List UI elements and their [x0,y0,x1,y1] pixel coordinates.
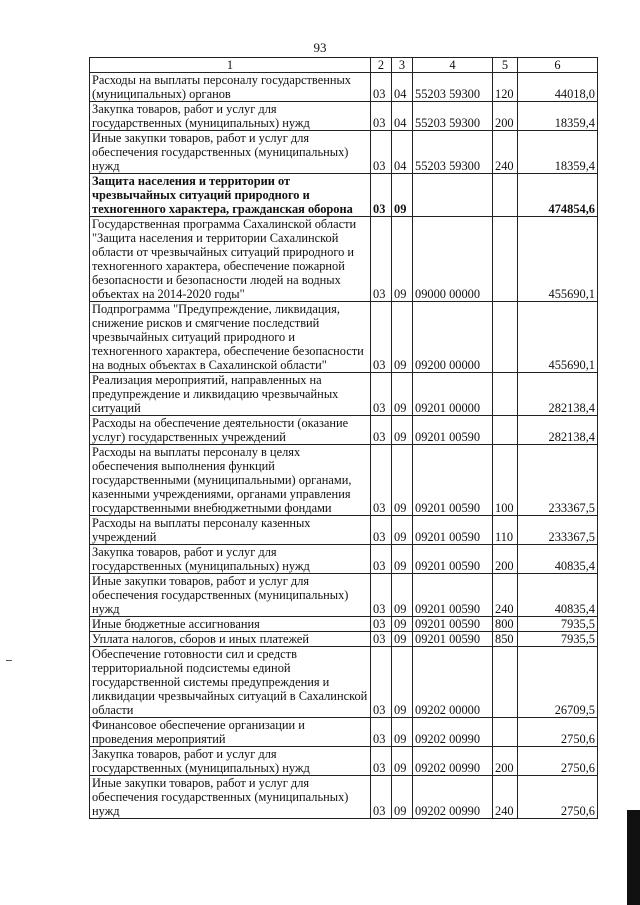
row-expense-type [493,718,518,747]
row-section: 03 [371,776,392,819]
row-expense-type: 850 [493,632,518,647]
header-row [90,58,598,73]
row-amount: 44018,0 [518,73,598,102]
table-row [90,647,598,718]
row-section: 03 [371,632,392,647]
row-expense-type: 240 [493,131,518,174]
row-expense-type: 100 [493,445,518,516]
row-expense-type: 240 [493,574,518,617]
row-name: Подпрограмма "Предупреждение, ликвидация, снижение рисков и смягчение последствий чрезвычайных ситуаций природного и техногенного характера, обеспечение безопасности на водных объектах в Сахалинской области" [90,302,371,373]
table-row [90,217,598,302]
row-subsection: 09 [392,174,413,217]
table-row [90,445,598,516]
table-row [90,747,598,776]
row-subsection: 09 [392,632,413,647]
row-subsection: 09 [392,445,413,516]
row-amount: 7935,5 [518,617,598,632]
row-expense-type: 240 [493,776,518,819]
row-name: Защита населения и территории от чрезвычайных ситуаций природного и техногенного характера, гражданская оборона [90,174,371,217]
row-subsection: 04 [392,73,413,102]
row-amount: 282138,4 [518,373,598,416]
row-subsection: 09 [392,302,413,373]
budget-table [89,57,598,819]
header-col-6: 6 [518,58,598,73]
table-row [90,574,598,617]
row-target-code: 09201 00590 [413,574,493,617]
table-row [90,632,598,647]
row-expense-type [493,373,518,416]
row-target-code: 55203 59300 [413,131,493,174]
table-row [90,102,598,131]
row-amount: 2750,6 [518,747,598,776]
row-target-code: 09000 00000 [413,217,493,302]
table-row [90,516,598,545]
table-row [90,617,598,632]
row-name: Иные закупки товаров, работ и услуг для обеспечения государственных (муниципальных) нужд [90,574,371,617]
row-name: Обеспечение готовности сил и средств территориальной подсистемы единой государственной системы предупреждения и ликвидации чрезвычайных ситуаций в Сахалинской области [90,647,371,718]
row-name: Расходы на выплаты персоналу казенных учреждений [90,516,371,545]
row-expense-type: 120 [493,73,518,102]
row-section: 03 [371,445,392,516]
header-col-2: 2 [371,58,392,73]
row-target-code [413,174,493,217]
row-subsection: 09 [392,647,413,718]
row-subsection: 04 [392,102,413,131]
row-target-code: 09202 00990 [413,776,493,819]
row-section: 03 [371,373,392,416]
row-target-code: 09201 00590 [413,545,493,574]
table-row [90,302,598,373]
row-section: 03 [371,302,392,373]
row-subsection: 09 [392,373,413,416]
row-name: Финансовое обеспечение организации и проведения мероприятий [90,718,371,747]
table-row [90,174,598,217]
row-amount: 40835,4 [518,574,598,617]
row-subsection: 09 [392,516,413,545]
table-row [90,776,598,819]
row-subsection: 09 [392,217,413,302]
row-name: Расходы на обеспечение деятельности (оказание услуг) государственных учреждений [90,416,371,445]
row-expense-type: 800 [493,617,518,632]
row-name: Иные закупки товаров, работ и услуг для обеспечения государственных (муниципальных) нужд [90,131,371,174]
row-section: 03 [371,574,392,617]
page-number: 93 [313,40,327,55]
row-section: 03 [371,217,392,302]
row-section: 03 [371,647,392,718]
row-target-code: 09202 00990 [413,718,493,747]
row-target-code: 55203 59300 [413,73,493,102]
row-name: Иные закупки товаров, работ и услуг для обеспечения государственных (муниципальных) нужд [90,776,371,819]
row-target-code: 09201 00590 [413,445,493,516]
row-target-code: 09201 00590 [413,516,493,545]
row-name: Закупка товаров, работ и услуг для государственных (муниципальных) нужд [90,747,371,776]
table-row [90,73,598,102]
row-subsection: 09 [392,718,413,747]
table-row [90,545,598,574]
row-amount: 455690,1 [518,217,598,302]
row-amount: 455690,1 [518,302,598,373]
table-body [90,73,598,819]
row-amount: 282138,4 [518,416,598,445]
row-expense-type: 200 [493,747,518,776]
row-amount: 40835,4 [518,545,598,574]
header-col-4: 4 [413,58,493,73]
page-edge-mark [627,810,640,905]
row-expense-type [493,302,518,373]
row-subsection: 09 [392,747,413,776]
table-row [90,416,598,445]
row-name: Реализация мероприятий, направленных на предупреждение и ликвидацию чрезвычайных ситуаций [90,373,371,416]
row-expense-type [493,174,518,217]
row-section: 03 [371,747,392,776]
row-target-code: 09201 00000 [413,373,493,416]
row-expense-type: 110 [493,516,518,545]
row-section: 03 [371,718,392,747]
row-target-code: 09201 00590 [413,632,493,647]
row-amount: 233367,5 [518,516,598,545]
row-subsection: 09 [392,776,413,819]
row-section: 03 [371,174,392,217]
row-name: Закупка товаров, работ и услуг для государственных (муниципальных) нужд [90,545,371,574]
row-amount: 18359,4 [518,131,598,174]
row-name: Расходы на выплаты персоналу государственных (муниципальных) органов [90,73,371,102]
row-amount: 474854,6 [518,174,598,217]
row-name: Иные бюджетные ассигнования [90,617,371,632]
row-target-code: 09201 00590 [413,617,493,632]
row-target-code: 09201 00590 [413,416,493,445]
row-target-code: 55203 59300 [413,102,493,131]
table-row [90,718,598,747]
row-section: 03 [371,102,392,131]
row-target-code: 09202 00990 [413,747,493,776]
row-name: Расходы на выплаты персоналу в целях обеспечения выполнения функций государственными (муниципальными) органами, казенными учреждениями, органами управления государственными внебюджетными фондами [90,445,371,516]
row-section: 03 [371,617,392,632]
row-section: 03 [371,131,392,174]
row-expense-type [493,217,518,302]
row-target-code: 09200 00000 [413,302,493,373]
row-target-code: 09202 00000 [413,647,493,718]
header-col-5: 5 [493,58,518,73]
row-subsection: 09 [392,545,413,574]
row-subsection: 04 [392,131,413,174]
row-section: 03 [371,416,392,445]
row-expense-type [493,647,518,718]
row-section: 03 [371,73,392,102]
row-name: Государственная программа Сахалинской области "Защита населения и территории Сахалинской области от чрезвычайных ситуаций природного и техногенного характера, обеспечение пожарной безопасности и безопасности людей на водных объектах на 2014-2020 годы" [90,217,371,302]
row-section: 03 [371,516,392,545]
row-expense-type [493,416,518,445]
row-amount: 2750,6 [518,776,598,819]
row-subsection: 09 [392,617,413,632]
margin-mark [6,660,12,661]
table-row [90,131,598,174]
table-row [90,373,598,416]
row-amount: 233367,5 [518,445,598,516]
row-name: Уплата налогов, сборов и иных платежей [90,632,371,647]
row-amount: 26709,5 [518,647,598,718]
row-amount: 7935,5 [518,632,598,647]
row-expense-type: 200 [493,545,518,574]
row-section: 03 [371,545,392,574]
row-name: Закупка товаров, работ и услуг для государственных (муниципальных) нужд [90,102,371,131]
row-amount: 18359,4 [518,102,598,131]
row-subsection: 09 [392,574,413,617]
row-expense-type: 200 [493,102,518,131]
header-col-1: 1 [90,58,371,73]
header-col-3: 3 [392,58,413,73]
row-subsection: 09 [392,416,413,445]
row-amount: 2750,6 [518,718,598,747]
